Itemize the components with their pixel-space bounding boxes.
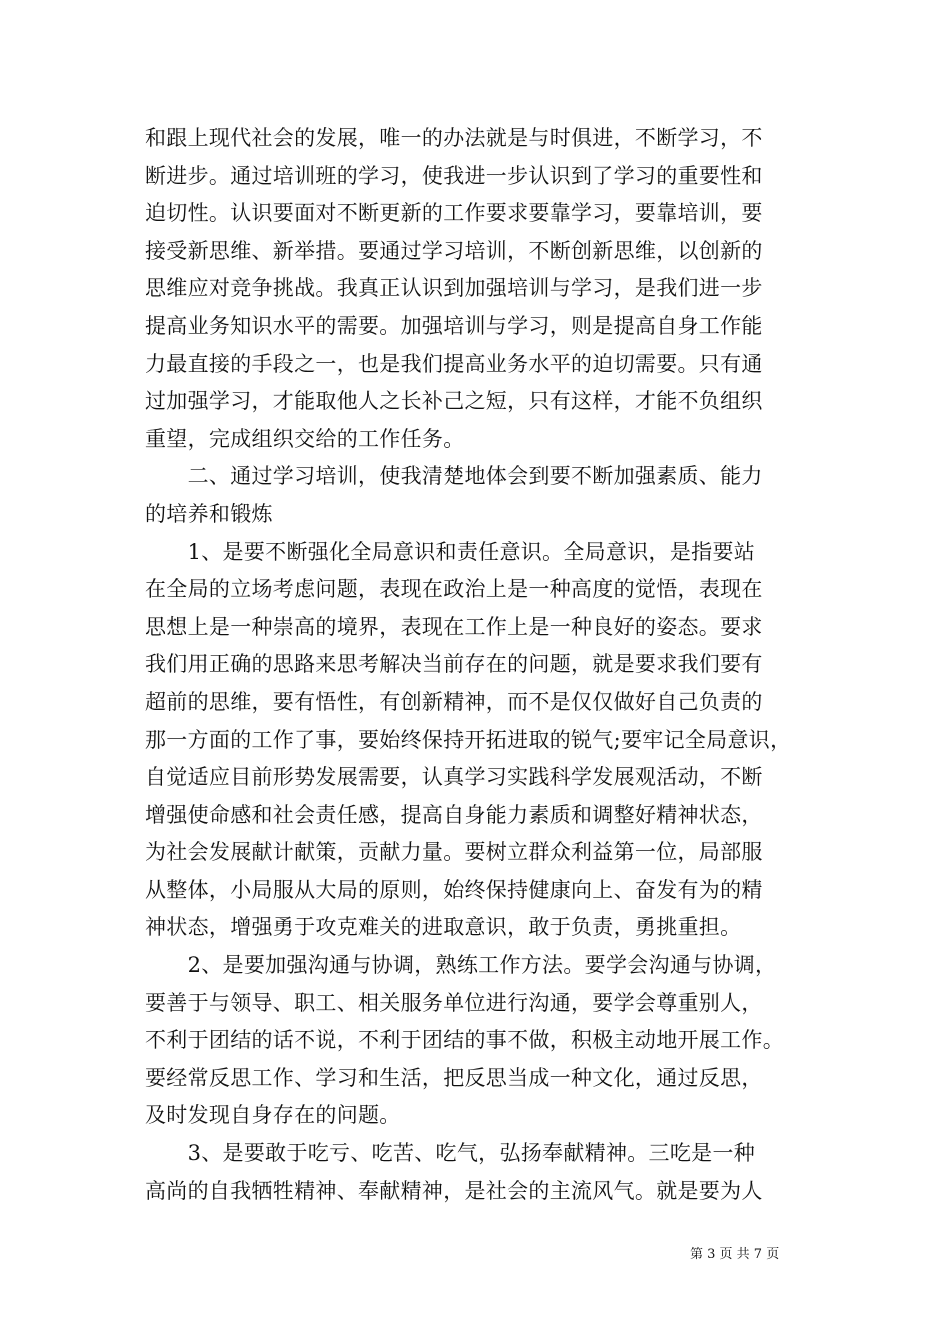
text-line: 从整体，小局服从大局的原则，始终保持健康向上、奋发有为的精	[145, 877, 763, 902]
text-line: 自觉适应目前形势发展需要，认真学习实践科学发展观活动，不断	[145, 765, 763, 790]
text-line: 3、是要敢于吃亏、吃苦、吃气，弘扬奉献精神。三吃是一种	[145, 1141, 756, 1166]
text-line: 迫切性。认识要面对不断更新的工作要求要靠学习，要靠培训，要	[145, 201, 763, 226]
text-line: 提高业务知识水平的需要。加强培训与学习，则是提高自身工作能	[145, 313, 763, 338]
text-line: 增强使命感和社会责任感，提高自身能力素质和调整好精神状态，	[145, 802, 763, 827]
text-line: 二、通过学习培训，使我清楚地体会到要不断加强素质、能力	[145, 464, 763, 489]
document-body	[145, 120, 825, 1210]
text-line: 思维应对竞争挑战。我真正认识到加强培训与学习，是我们进一步	[145, 276, 763, 301]
text-line: 要经常反思工作、学习和生活，把反思当成一种文化，通过反思，	[145, 1065, 763, 1090]
text-line: 1、是要不断强化全局意识和责任意识。全局意识，是指要站	[145, 539, 756, 564]
text-line: 思想上是一种崇高的境界，表现在工作上是一种良好的姿态。要求	[145, 614, 763, 639]
text-line: 接受新思维、新举措。要通过学习培训，不断创新思维，以创新的	[145, 238, 763, 263]
text-line: 高尚的自我牺牲精神、奉献精神，是社会的主流风气。就是要为人	[145, 1178, 763, 1203]
page-number: 第 3 页 共 7 页	[690, 1247, 780, 1262]
text-line: 2、是要加强沟通与协调，熟练工作方法。要学会沟通与协调，	[145, 953, 777, 978]
text-line: 为社会发展献计献策，贡献力量。要树立群众利益第一位，局部服	[145, 840, 763, 865]
text-line: 不利于团结的话不说，不利于团结的事不做，积极主动地开展工作。	[145, 1028, 784, 1053]
text-line: 断进步。通过培训班的学习，使我进一步认识到了学习的重要性和	[145, 163, 763, 188]
text-line: 神状态，增强勇于攻克难关的进取意识，敢于负责，勇挑重担。	[145, 915, 742, 940]
text-line: 重望，完成组织交给的工作任务。	[145, 426, 465, 451]
text-line: 力最直接的手段之一，也是我们提高业务水平的迫切需要。只有通	[145, 351, 763, 376]
text-line: 和跟上现代社会的发展，唯一的办法就是与时俱进，不断学习，不	[145, 126, 763, 150]
text-line: 我们用正确的思路来思考解决当前存在的问题，就是要求我们要有	[145, 652, 763, 677]
text-line: 过加强学习，才能取他人之长补己之短，只有这样，才能不负组织	[145, 389, 763, 414]
text-line: 的培养和锻炼	[145, 501, 273, 526]
text-line: 及时发现自身存在的问题。	[145, 1103, 401, 1128]
text-line: 在全局的立场考虑问题，表现在政治上是一种高度的觉悟，表现在	[145, 577, 763, 602]
text-line: 超前的思维，要有悟性，有创新精神，而不是仅仅做好自己负责的	[145, 689, 763, 714]
text-line: 要善于与领导、职工、相关服务单位进行沟通，要学会尊重别人，	[145, 990, 763, 1015]
text-line: 那一方面的工作了事，要始终保持开拓进取的锐气;要牢记全局意识，	[145, 727, 792, 752]
